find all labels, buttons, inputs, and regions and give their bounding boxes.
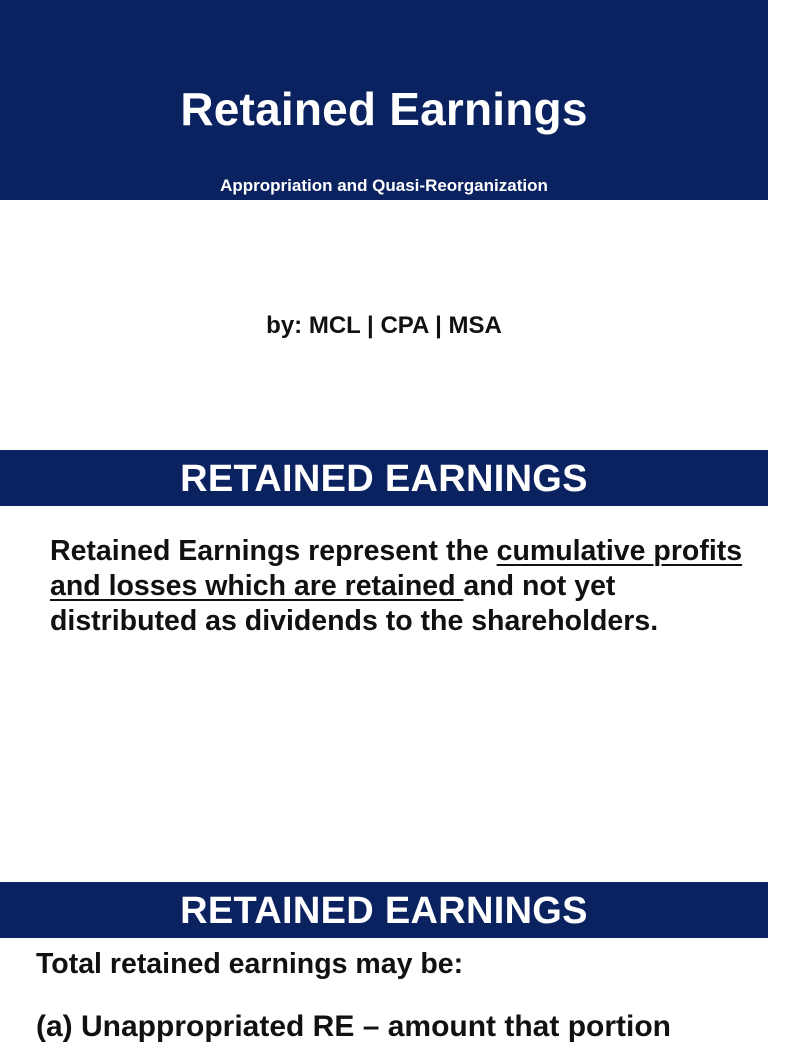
presentation-title: Retained Earnings [180,83,588,135]
definition-paragraph [50,534,750,639]
definition-slide [0,440,768,880]
definition-text-start: Retained Earnings represent the [50,535,497,567]
definition-underlined-text: cumulative profits and losses which are retained [50,535,743,602]
lead-statement: Total retained earnings may be: [36,948,464,980]
definition-text-end: and not yet distributed as dividends to the shareholders. [50,570,659,637]
section-heading: RETAINED EARNINGS [180,890,588,932]
types-slide [0,880,768,1043]
presentation-subtitle: Appropriation and Quasi-Reorganization [220,176,548,195]
title-banner [0,0,768,200]
section-heading: RETAINED EARNINGS [180,458,588,500]
author-line: by: MCL | CPA | MSA [266,312,502,339]
title-slide [0,0,768,440]
list-item: (a) Unappropriated RE – amount that portion [36,1010,671,1043]
